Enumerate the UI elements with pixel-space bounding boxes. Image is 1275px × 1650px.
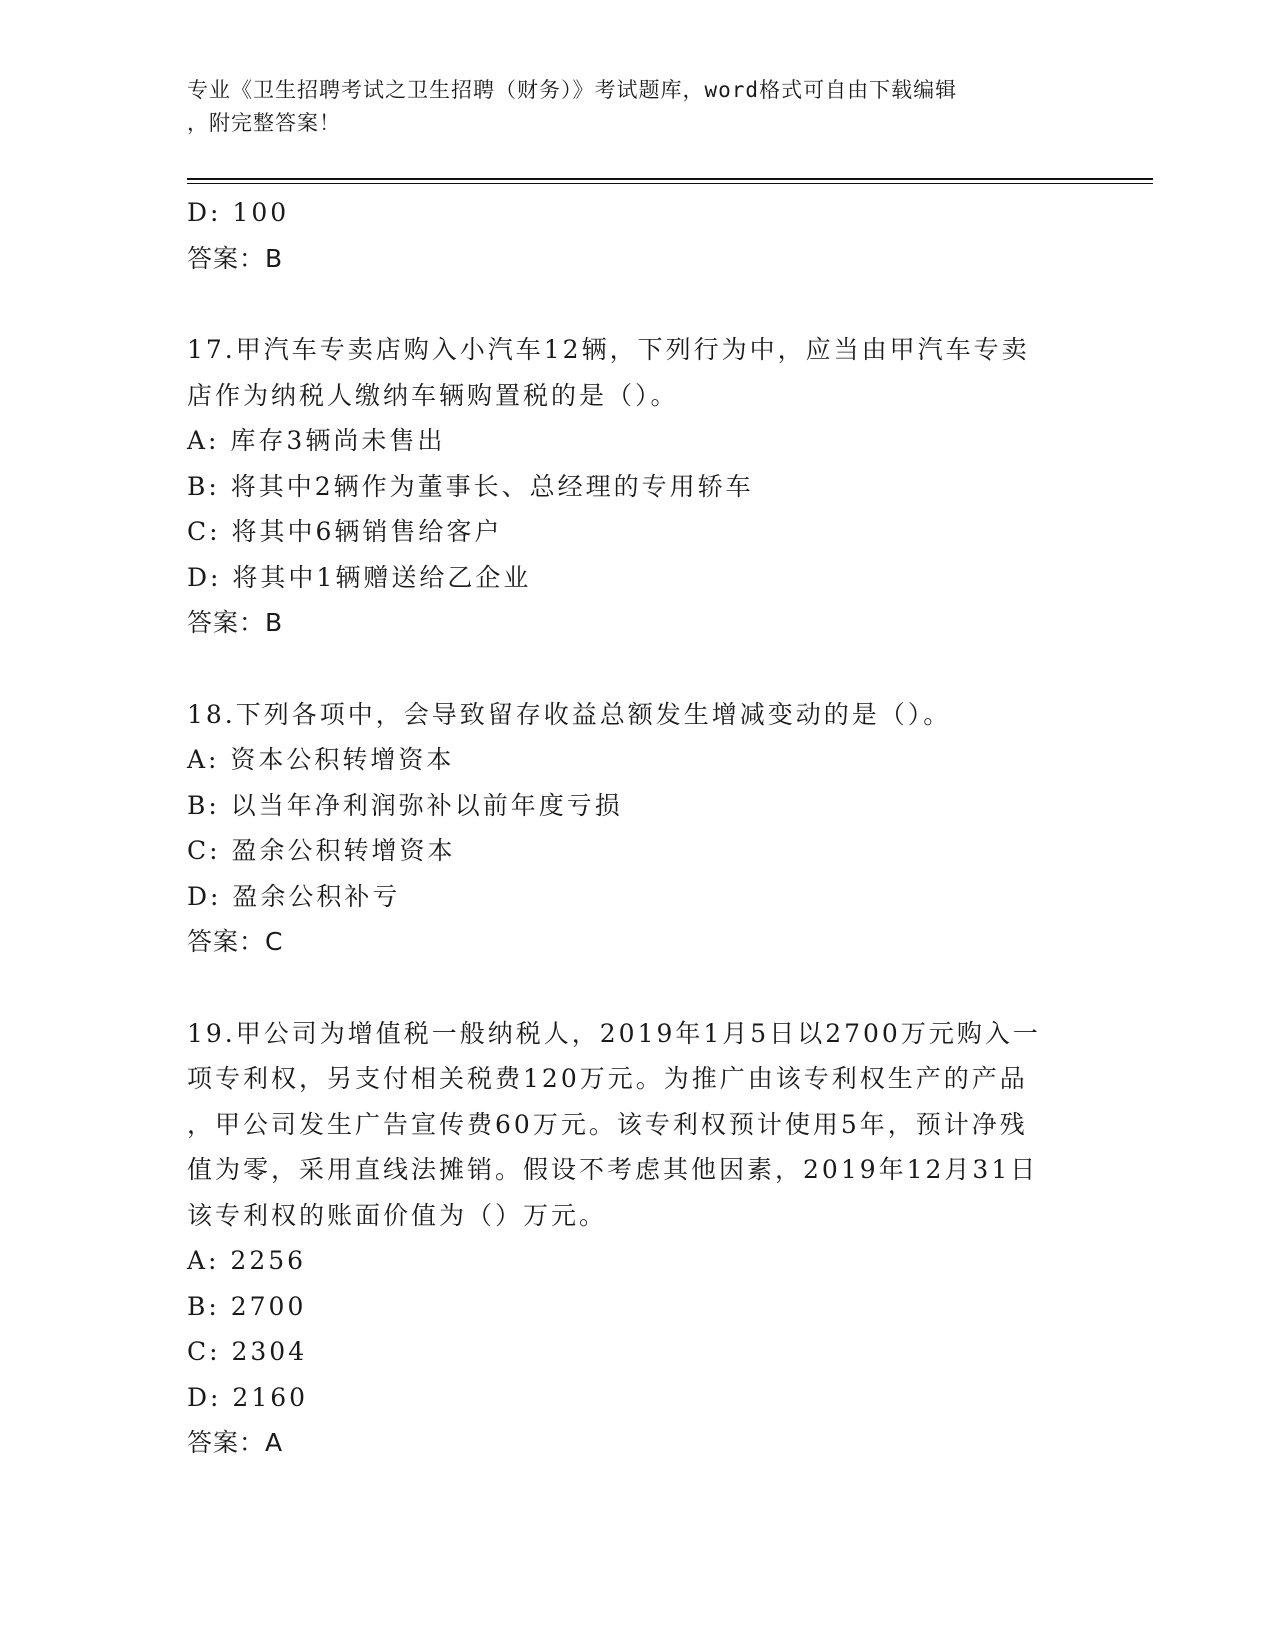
previous-question-tail: [187, 190, 1087, 281]
option-c: C: 盈余公积转增资本: [187, 836, 456, 865]
option-b: B: 以当年净利润弥补以前年度亏损: [187, 790, 623, 820]
question-stem-line: ，甲公司发生广告宣传费60万元。该专利权预计使用5年，预计净残: [187, 1109, 1028, 1139]
header-rule-thick: [187, 178, 1153, 180]
option-a: A: 资本公积转增资本: [187, 745, 455, 774]
header-line-2: ，附完整答案！: [187, 111, 341, 135]
header-rule-thin: [187, 183, 1153, 184]
option-a: A: 库存3辆尚未售出: [187, 426, 446, 455]
answer-line: 答案：A: [187, 1428, 284, 1457]
question-stem-line: 17.甲汽车专卖店购入小汽车12辆，下列行为中，应当由甲汽车专卖: [187, 335, 1030, 364]
question-stem-line: 项专利权，另支付相关税费120万元。为推广由该专利权生产的产品: [187, 1064, 1028, 1093]
question-content: [187, 190, 1087, 1466]
option-c: C: 将其中6辆销售给客户: [187, 517, 503, 546]
question-17: [187, 327, 1087, 646]
page-header: [187, 74, 1087, 140]
question-stem-line: 店作为纳税人缴纳车辆购置税的是（）。: [187, 380, 679, 410]
question-stem-line: 19.甲公司为增值税一般纳税人，2019年1月5日以2700万元购入一: [187, 1018, 1041, 1048]
option-d: D: 将其中1辆赠送给乙企业: [187, 562, 532, 592]
option-b: B: 2700: [187, 1291, 307, 1321]
answer-line: 答案：B: [187, 243, 284, 273]
answer-line: 答案：B: [187, 608, 284, 637]
option-b: B: 将其中2辆作为董事长、总经理的专用轿车: [187, 471, 754, 501]
option-d: D: 盈余公积补亏: [187, 881, 401, 911]
question-stem-line: 该专利权的账面价值为（）万元。: [187, 1200, 608, 1230]
option-d: D: 2160: [187, 1382, 309, 1412]
option-c: C: 2304: [187, 1337, 308, 1366]
answer-line: 答案：C: [187, 927, 284, 956]
option-d: D: 100: [187, 198, 290, 227]
spacer: [187, 281, 1087, 327]
question-stem-line: 值为零，采用直线法摊销。假设不考虑其他因素，2019年12月31日: [187, 1155, 1039, 1184]
spacer: [187, 646, 1087, 692]
spacer: [187, 965, 1087, 1011]
question-19: [187, 1011, 1087, 1466]
header-line-1: 专业《卫生招聘考试之卫生招聘（财务）》考试题库，word格式可自由下载编辑: [187, 78, 958, 102]
question-stem-line: 18.下列各项中，会导致留存收益总额发生增减变动的是（）。: [187, 699, 952, 729]
option-a: A: 2256: [187, 1246, 307, 1275]
question-18: [187, 692, 1087, 965]
